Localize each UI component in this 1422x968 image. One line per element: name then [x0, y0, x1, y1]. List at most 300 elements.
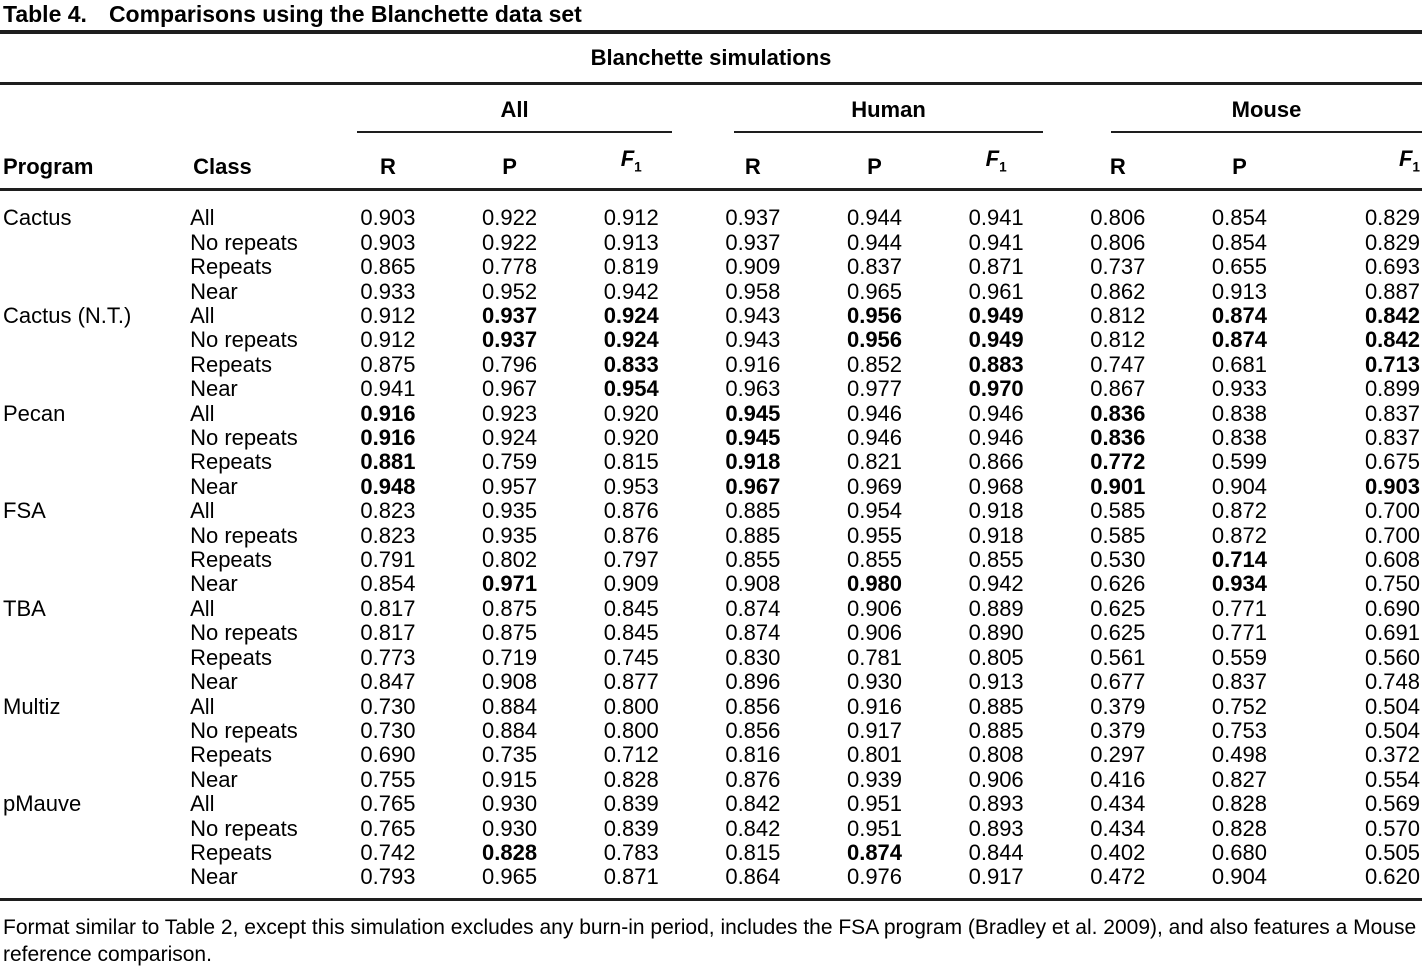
class-cell: No repeats — [190, 815, 298, 841]
value-cell: 0.935 — [482, 498, 538, 524]
value-cell: 0.943 — [725, 327, 781, 353]
table-body — [0, 190, 1422, 899]
class-cell: Repeats — [190, 351, 273, 377]
value-cell: 0.773 — [360, 644, 416, 670]
value-cell: 0.968 — [968, 473, 1024, 499]
value-cell: 0.946 — [846, 400, 903, 426]
value-cell: 0.829 — [1364, 205, 1420, 231]
program-cell — [0, 377, 190, 401]
value-cell: 0.742 — [360, 839, 416, 865]
value-cell: 0.933 — [1211, 376, 1267, 402]
value-cell: 0.842 — [1364, 303, 1420, 329]
metric-header-mouse-r: R — [1057, 133, 1179, 190]
value-cell: 0.896 — [725, 669, 781, 695]
class-cell: All — [190, 498, 215, 524]
value-cell: 0.855 — [725, 547, 781, 573]
group-header-human — [692, 84, 1057, 134]
value-cell: 0.748 — [1364, 669, 1420, 695]
column-header-row — [0, 133, 1422, 190]
value-cell: 0.472 — [1090, 864, 1146, 890]
metric-header-all-p: P — [449, 133, 571, 190]
value-cell: 0.956 — [846, 303, 903, 329]
value-cell: 0.625 — [1090, 595, 1146, 621]
value-cell: 0.941 — [968, 205, 1024, 231]
value-cell: 0.941 — [360, 376, 416, 402]
value-cell: 0.753 — [1211, 717, 1267, 743]
value-cell: 0.836 — [1090, 400, 1146, 426]
value-cell: 0.877 — [603, 669, 659, 695]
value-cell: 0.967 — [482, 376, 538, 402]
value-cell: 0.924 — [603, 303, 659, 329]
class-cell: All — [190, 791, 215, 817]
comparison-table — [0, 34, 1422, 901]
class-cell: Repeats — [190, 742, 273, 768]
class-column-header: Class — [190, 133, 327, 190]
value-cell: 0.765 — [360, 791, 416, 817]
value-cell: 0.815 — [603, 449, 659, 475]
value-cell: 0.828 — [1211, 815, 1267, 841]
class-cell: Near — [190, 669, 238, 695]
value-cell: 0.956 — [846, 327, 903, 353]
value-cell: 0.626 — [1090, 571, 1146, 597]
program-cell: FSA — [3, 498, 46, 524]
program-cell — [0, 255, 190, 279]
class-cell: All — [190, 595, 215, 621]
value-cell: 0.554 — [1364, 766, 1420, 792]
value-cell: 0.951 — [846, 815, 903, 841]
value-cell: 0.949 — [968, 327, 1024, 353]
value-cell: 0.842 — [725, 815, 781, 841]
table-row — [0, 450, 1422, 474]
value-cell: 0.946 — [968, 400, 1024, 426]
value-cell: 0.828 — [603, 766, 659, 792]
value-cell: 0.903 — [360, 229, 416, 255]
value-cell: 0.847 — [360, 669, 416, 695]
value-cell: 0.903 — [360, 205, 416, 231]
value-cell: 0.812 — [1090, 303, 1146, 329]
value-cell: 0.845 — [603, 620, 659, 646]
table-row — [0, 621, 1422, 645]
value-cell: 0.916 — [725, 351, 781, 377]
value-cell: 0.714 — [1211, 547, 1267, 573]
value-cell: 0.874 — [1211, 327, 1267, 353]
value-cell: 0.561 — [1090, 644, 1146, 670]
value-cell: 0.916 — [846, 693, 903, 719]
value-cell: 0.884 — [482, 717, 538, 743]
program-cell — [0, 768, 190, 792]
value-cell: 0.677 — [1090, 669, 1146, 695]
value-cell: 0.965 — [482, 864, 538, 890]
table-row — [0, 792, 1422, 816]
value-cell: 0.939 — [846, 766, 903, 792]
program-cell — [0, 817, 190, 841]
value-cell: 0.854 — [360, 571, 416, 597]
value-cell: 0.730 — [360, 693, 416, 719]
group-header-all — [327, 84, 692, 134]
class-cell: All — [190, 693, 215, 719]
value-cell: 0.865 — [360, 254, 416, 280]
value-cell: 0.912 — [603, 205, 659, 231]
value-cell: 0.876 — [603, 498, 659, 524]
class-cell: Near — [190, 766, 238, 792]
value-cell: 0.752 — [1211, 693, 1267, 719]
table-caption-text: Comparisons using the Blanchette data set — [108, 1, 582, 27]
value-cell: 0.952 — [482, 278, 538, 304]
group-row-spacer — [0, 84, 327, 134]
class-cell: No repeats — [190, 425, 298, 451]
value-cell: 0.608 — [1364, 547, 1420, 573]
value-cell: 0.904 — [1211, 864, 1267, 890]
metric-header-all-f1: $F_1$ — [570, 133, 692, 190]
value-cell: 0.934 — [1211, 571, 1267, 597]
value-cell: 0.854 — [1211, 205, 1267, 231]
value-cell: 0.871 — [603, 864, 659, 890]
value-cell: 0.885 — [968, 693, 1024, 719]
value-cell: 0.845 — [603, 595, 659, 621]
table-row — [0, 353, 1422, 377]
value-cell: 0.755 — [360, 766, 416, 792]
program-cell — [0, 450, 190, 474]
program-cell — [0, 865, 190, 899]
table-row — [0, 719, 1422, 743]
value-cell: 0.930 — [482, 815, 538, 841]
group-header-mouse — [1057, 84, 1422, 134]
table-row — [0, 695, 1422, 719]
class-cell: Near — [190, 571, 238, 597]
value-cell: 0.836 — [1090, 425, 1146, 451]
value-cell: 0.817 — [360, 620, 416, 646]
value-cell: 0.570 — [1364, 815, 1420, 841]
table-row — [0, 255, 1422, 279]
table-row — [0, 524, 1422, 548]
value-cell: 0.874 — [846, 839, 903, 865]
metric-header-mouse-f1: $F_1$ — [1300, 133, 1422, 190]
table-row — [0, 768, 1422, 792]
value-cell: 0.498 — [1211, 742, 1267, 768]
program-cell — [0, 548, 190, 572]
class-cell: All — [190, 205, 215, 231]
table-row — [0, 402, 1422, 426]
class-cell: All — [190, 400, 215, 426]
value-cell: 0.906 — [846, 620, 903, 646]
value-cell: 0.842 — [725, 791, 781, 817]
table-row — [0, 841, 1422, 865]
value-cell: 0.829 — [1364, 229, 1420, 255]
value-cell: 0.772 — [1090, 449, 1146, 475]
value-cell: 0.560 — [1364, 644, 1420, 670]
class-cell: Near — [190, 376, 238, 402]
program-cell — [0, 426, 190, 450]
value-cell: 0.737 — [1090, 254, 1146, 280]
value-cell: 0.800 — [603, 693, 659, 719]
value-cell: 0.924 — [603, 327, 659, 353]
value-cell: 0.821 — [846, 449, 903, 475]
value-cell: 0.918 — [968, 498, 1024, 524]
class-cell: Repeats — [190, 839, 273, 865]
value-cell: 0.765 — [360, 815, 416, 841]
value-cell: 0.874 — [725, 595, 781, 621]
value-cell: 0.922 — [482, 229, 538, 255]
value-cell: 0.875 — [482, 620, 538, 646]
value-cell: 0.963 — [725, 376, 781, 402]
class-cell: Near — [190, 278, 238, 304]
value-cell: 0.750 — [1364, 571, 1420, 597]
value-cell: 0.837 — [1211, 669, 1267, 695]
value-cell: 0.802 — [482, 547, 538, 573]
value-cell: 0.817 — [360, 595, 416, 621]
value-cell: 0.800 — [603, 717, 659, 743]
class-cell: Near — [190, 864, 238, 890]
group-all-label: All — [357, 98, 672, 133]
value-cell: 0.675 — [1364, 449, 1420, 475]
value-cell: 0.957 — [482, 473, 538, 499]
value-cell: 0.844 — [968, 839, 1024, 865]
value-cell: 0.883 — [968, 351, 1024, 377]
value-cell: 0.949 — [968, 303, 1024, 329]
table-row — [0, 597, 1422, 621]
value-cell: 0.875 — [360, 351, 416, 377]
value-cell: 0.620 — [1364, 864, 1420, 890]
value-cell: 0.930 — [482, 791, 538, 817]
value-cell: 0.913 — [968, 669, 1024, 695]
value-cell: 0.875 — [482, 595, 538, 621]
value-cell: 0.908 — [482, 669, 538, 695]
spanner-row — [0, 34, 1422, 84]
value-cell: 0.864 — [725, 864, 781, 890]
class-cell: No repeats — [190, 717, 298, 743]
value-cell: 0.885 — [725, 498, 781, 524]
program-column-header: Program — [0, 133, 190, 190]
value-cell: 0.838 — [1211, 425, 1267, 451]
value-cell: 0.977 — [846, 376, 903, 402]
value-cell: 0.922 — [482, 205, 538, 231]
table-row — [0, 670, 1422, 694]
table-row — [0, 572, 1422, 596]
value-cell: 0.585 — [1090, 498, 1146, 524]
program-cell — [0, 231, 190, 255]
value-cell: 0.416 — [1090, 766, 1146, 792]
value-cell: 0.893 — [968, 815, 1024, 841]
value-cell: 0.828 — [482, 839, 538, 865]
value-cell: 0.830 — [725, 644, 781, 670]
value-cell: 0.759 — [482, 449, 538, 475]
program-cell — [0, 524, 190, 548]
value-cell: 0.874 — [1211, 303, 1267, 329]
value-cell: 0.876 — [725, 766, 781, 792]
value-cell: 0.827 — [1211, 766, 1267, 792]
value-cell: 0.913 — [603, 229, 659, 255]
value-cell: 0.585 — [1090, 522, 1146, 548]
table-row — [0, 475, 1422, 499]
value-cell: 0.980 — [846, 571, 903, 597]
value-cell: 0.837 — [846, 254, 903, 280]
class-cell: No repeats — [190, 229, 298, 255]
program-cell: Cactus (N.T.) — [3, 303, 132, 329]
value-cell: 0.808 — [968, 742, 1024, 768]
value-cell: 0.885 — [968, 717, 1024, 743]
class-cell: No repeats — [190, 522, 298, 548]
value-cell: 0.842 — [1364, 327, 1420, 353]
value-cell: 0.569 — [1364, 791, 1420, 817]
value-cell: 0.904 — [1211, 473, 1267, 499]
group-mouse-label: Mouse — [1111, 98, 1422, 133]
class-cell: Repeats — [190, 644, 273, 670]
value-cell: 0.690 — [360, 742, 416, 768]
value-cell: 0.948 — [360, 473, 416, 499]
value-cell: 0.912 — [360, 303, 416, 329]
value-cell: 0.872 — [1211, 498, 1267, 524]
value-cell: 0.899 — [1364, 376, 1420, 402]
value-cell: 0.504 — [1364, 717, 1420, 743]
value-cell: 0.909 — [725, 254, 781, 280]
spanner-heading: Blanchette simulations — [0, 34, 1422, 84]
table-footnote: Format similar to Table 2, except this simulation excludes any burn-in period, includes the FSA program (Bradley et al. 2009), and also features a Mouse reference comparison. — [3, 915, 1417, 966]
value-cell: 0.797 — [603, 547, 659, 573]
value-cell: 0.730 — [360, 717, 416, 743]
program-cell — [0, 841, 190, 865]
value-cell: 0.918 — [968, 522, 1024, 548]
value-cell: 0.961 — [968, 278, 1024, 304]
value-cell: 0.924 — [482, 425, 538, 451]
value-cell: 0.965 — [846, 278, 903, 304]
value-cell: 0.871 — [968, 254, 1024, 280]
value-cell: 0.941 — [968, 229, 1024, 255]
value-cell: 0.504 — [1364, 693, 1420, 719]
value-cell: 0.855 — [846, 547, 903, 573]
program-cell — [0, 621, 190, 645]
value-cell: 0.655 — [1211, 254, 1267, 280]
class-cell: All — [190, 303, 215, 329]
value-cell: 0.946 — [968, 425, 1024, 451]
class-cell: Repeats — [190, 547, 273, 573]
metric-header-mouse-p: P — [1179, 133, 1301, 190]
value-cell: 0.379 — [1090, 693, 1146, 719]
value-cell: 0.955 — [846, 522, 903, 548]
class-cell: Near — [190, 473, 238, 499]
value-cell: 0.781 — [846, 644, 903, 670]
value-cell: 0.920 — [603, 425, 659, 451]
value-cell: 0.839 — [603, 791, 659, 817]
value-cell: 0.933 — [360, 278, 416, 304]
value-cell: 0.690 — [1364, 595, 1420, 621]
value-cell: 0.918 — [725, 449, 781, 475]
value-cell: 0.823 — [360, 498, 416, 524]
value-cell: 0.923 — [482, 400, 538, 426]
value-cell: 0.828 — [1211, 791, 1267, 817]
value-cell: 0.908 — [725, 571, 781, 597]
class-cell: Repeats — [190, 254, 273, 280]
program-cell — [0, 280, 190, 304]
metric-header-human-p: P — [814, 133, 936, 190]
value-cell: 0.874 — [725, 620, 781, 646]
value-cell: 0.434 — [1090, 815, 1146, 841]
table-row — [0, 280, 1422, 304]
value-cell: 0.937 — [482, 327, 538, 353]
value-cell: 0.958 — [725, 278, 781, 304]
value-cell: 0.884 — [482, 693, 538, 719]
value-cell: 0.793 — [360, 864, 416, 890]
value-cell: 0.855 — [968, 547, 1024, 573]
value-cell: 0.838 — [1211, 400, 1267, 426]
program-cell: Multiz — [3, 693, 61, 719]
program-cell: Cactus — [3, 205, 72, 231]
value-cell: 0.839 — [603, 815, 659, 841]
table-row — [0, 743, 1422, 767]
value-cell: 0.856 — [725, 717, 781, 743]
class-cell: No repeats — [190, 620, 298, 646]
value-cell: 0.890 — [968, 620, 1024, 646]
program-cell — [0, 719, 190, 743]
value-cell: 0.806 — [1090, 229, 1146, 255]
value-cell: 0.872 — [1211, 522, 1267, 548]
value-cell: 0.917 — [846, 717, 903, 743]
value-cell: 0.681 — [1211, 351, 1267, 377]
value-cell: 0.906 — [846, 595, 903, 621]
value-cell: 0.372 — [1364, 742, 1420, 768]
group-header-row — [0, 84, 1422, 134]
value-cell: 0.889 — [968, 595, 1024, 621]
value-cell: 0.691 — [1364, 620, 1420, 646]
value-cell: 0.969 — [846, 473, 903, 499]
table-row — [0, 328, 1422, 352]
value-cell: 0.700 — [1364, 498, 1420, 524]
metric-header-human-f1: $F_1$ — [935, 133, 1057, 190]
value-cell: 0.852 — [846, 351, 903, 377]
value-cell: 0.915 — [482, 766, 538, 792]
table-row — [0, 548, 1422, 572]
program-cell: Pecan — [3, 400, 66, 426]
value-cell: 0.866 — [968, 449, 1024, 475]
value-cell: 0.823 — [360, 522, 416, 548]
program-cell — [0, 646, 190, 670]
value-cell: 0.946 — [846, 425, 903, 451]
value-cell: 0.837 — [1364, 425, 1420, 451]
value-cell: 0.693 — [1364, 254, 1420, 280]
program-cell: TBA — [3, 595, 46, 621]
value-cell: 0.937 — [725, 229, 781, 255]
value-cell: 0.856 — [725, 693, 781, 719]
value-cell: 0.379 — [1090, 717, 1146, 743]
value-cell: 0.971 — [482, 571, 538, 597]
table-caption — [0, 1, 1422, 34]
program-cell: pMauve — [3, 791, 82, 817]
value-cell: 0.916 — [360, 400, 416, 426]
value-cell: 0.976 — [846, 864, 903, 890]
value-cell: 0.954 — [846, 498, 903, 524]
value-cell: 0.505 — [1364, 839, 1420, 865]
value-cell: 0.944 — [846, 229, 903, 255]
value-cell: 0.771 — [1211, 595, 1267, 621]
table-row — [0, 865, 1422, 899]
value-cell: 0.970 — [968, 376, 1024, 402]
value-cell: 0.920 — [603, 400, 659, 426]
value-cell: 0.945 — [725, 425, 781, 451]
value-cell: 0.434 — [1090, 791, 1146, 817]
metric-header-human-r: R — [692, 133, 814, 190]
class-cell: No repeats — [190, 327, 298, 353]
value-cell: 0.862 — [1090, 278, 1146, 304]
value-cell: 0.819 — [603, 254, 659, 280]
value-cell: 0.954 — [603, 376, 659, 402]
value-cell: 0.913 — [1211, 278, 1267, 304]
value-cell: 0.876 — [603, 522, 659, 548]
value-cell: 0.917 — [968, 864, 1024, 890]
table-row — [0, 646, 1422, 670]
value-cell: 0.951 — [846, 791, 903, 817]
value-cell: 0.833 — [603, 351, 659, 377]
value-cell: 0.815 — [725, 839, 781, 865]
program-cell — [0, 475, 190, 499]
